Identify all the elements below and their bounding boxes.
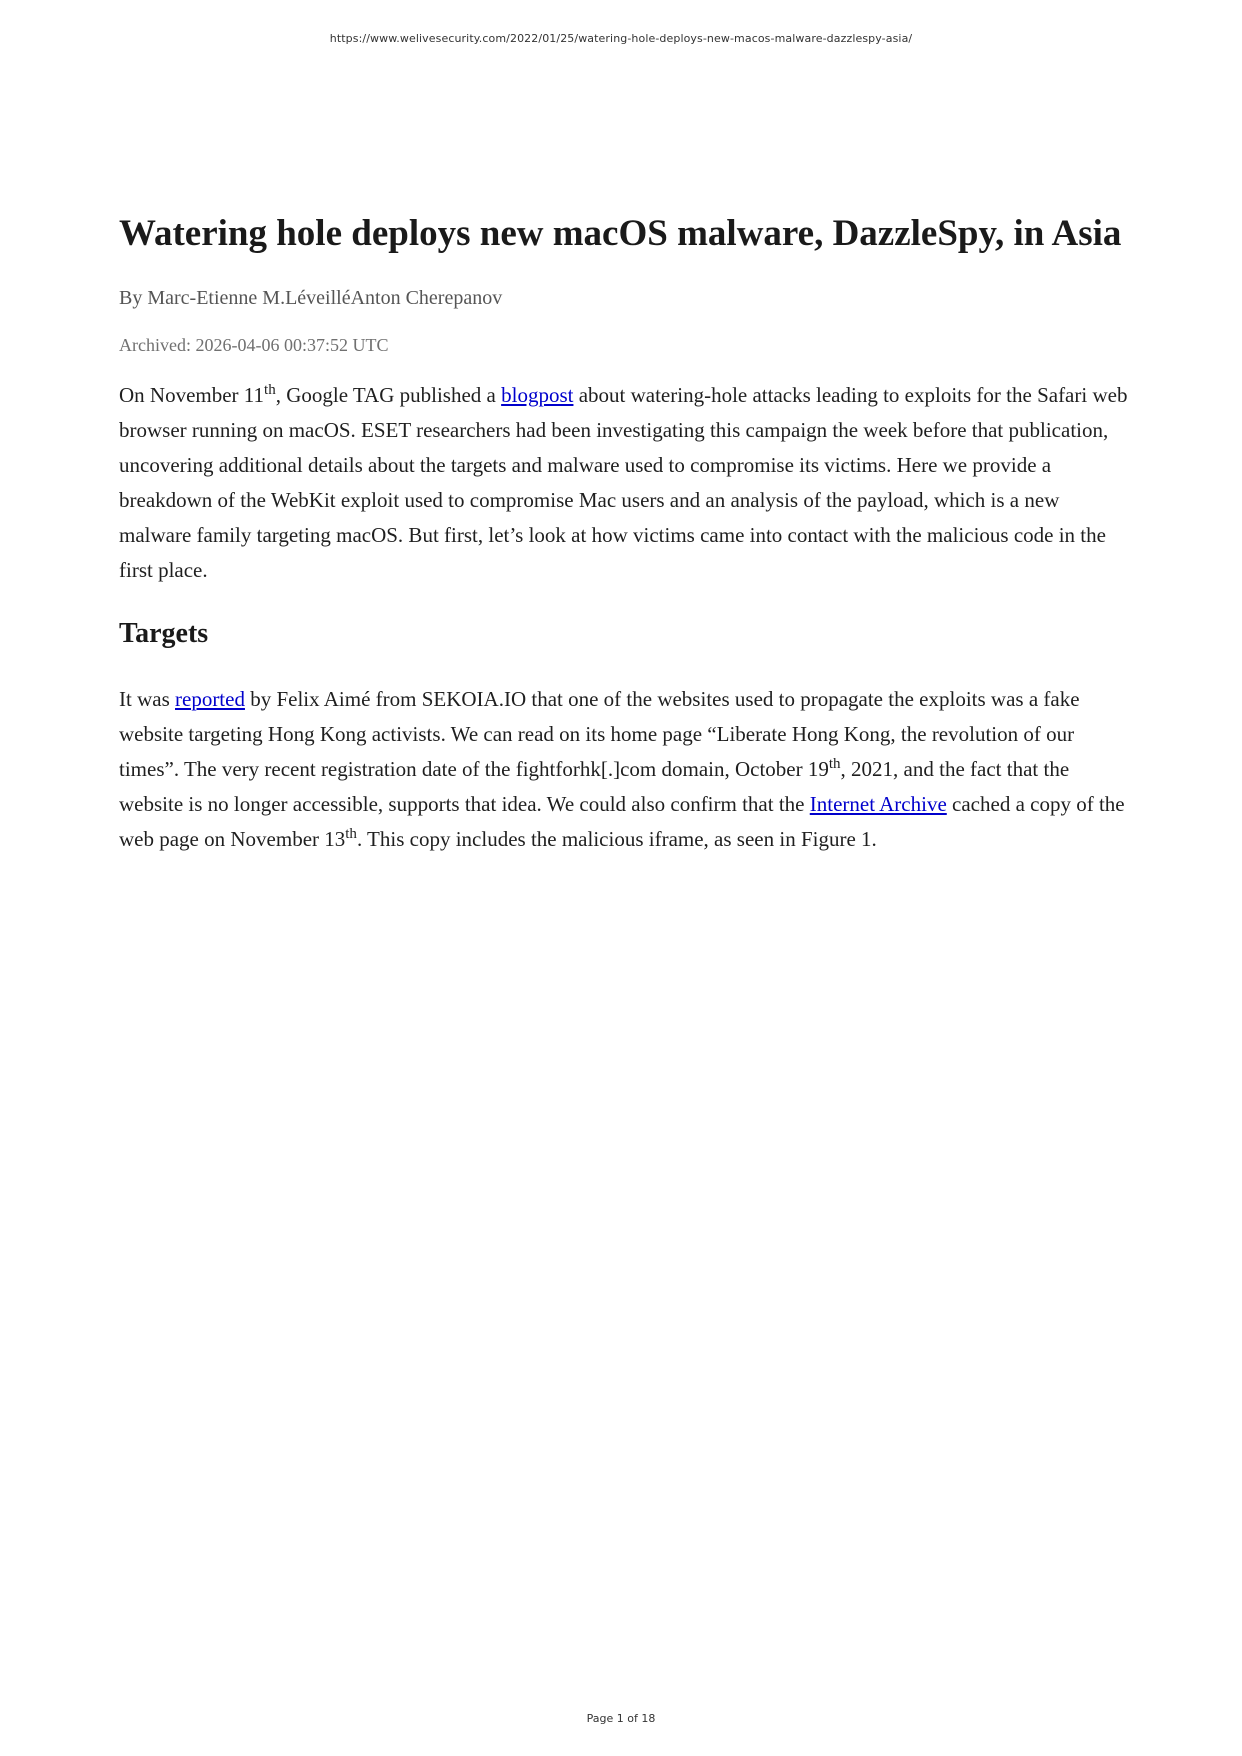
text-run: by Felix Aimé from SEKOIA.IO that one of the websites used to propagate the exploits was a fake website targeting Hong Kong activists. We can read on its home page “Liberate Hong Kong, the revolution of our times”. The very recent registration date of the fightforhk[.]com domain, October 19 <box>119 687 1080 781</box>
text-run: On November 11 <box>119 383 265 407</box>
page-number: Page 1 of 18 <box>586 1712 656 1725</box>
archived-timestamp: Archived: 2026-04-06 00:37:52 UTC <box>119 335 389 355</box>
article-title: Watering hole deploys new macOS malware, DazzleSpy, in Asia <box>119 213 1122 254</box>
text-run: . This copy includes the malicious iframe, as seen in Figure 1. <box>356 827 877 851</box>
text-run: It was <box>119 687 175 711</box>
text-run: , Google TAG published a <box>275 383 502 407</box>
internet-archive-link[interactable]: Internet Archive <box>809 792 947 816</box>
page-url-header: https://www.welivesecurity.com/2022/01/25/watering-hole-deploys-new-macos-malware-dazzlespy-asia/ <box>329 32 913 45</box>
article <box>119 210 1129 857</box>
ordinal-suffix: th <box>345 826 357 842</box>
ordinal-suffix: th <box>828 756 841 772</box>
reported-link[interactable]: reported <box>175 687 245 711</box>
blogpost-link[interactable]: blogpost <box>501 383 574 407</box>
article-byline: By Marc-Etienne M.LéveilléAnton Cherepanov <box>119 287 503 309</box>
intro-paragraph <box>119 378 1129 588</box>
section-heading-targets: Targets <box>119 618 209 649</box>
text-run: , 2021, and the fact that the website is no longer accessible, supports that idea. We could also confirm that the <box>119 757 1070 816</box>
text-run: about watering-hole attacks leading to exploits for the Safari web browser running on macOS. ESET researchers had been investigating this campaign the week before that publication, uncovering additional details about the targets and malware used to compromise its victims. Here we provide a breakdown of the WebKit exploit used to compromise Mac users and an analysis of the payload, which is a new malware family targeting macOS. But first, let’s look at how victims came into contact with the malicious code in the first place. <box>119 383 1128 582</box>
targets-paragraph <box>119 682 1129 857</box>
ordinal-suffix: th <box>264 382 276 398</box>
text-run: cached a copy of the web page on November 13 <box>119 792 1125 851</box>
